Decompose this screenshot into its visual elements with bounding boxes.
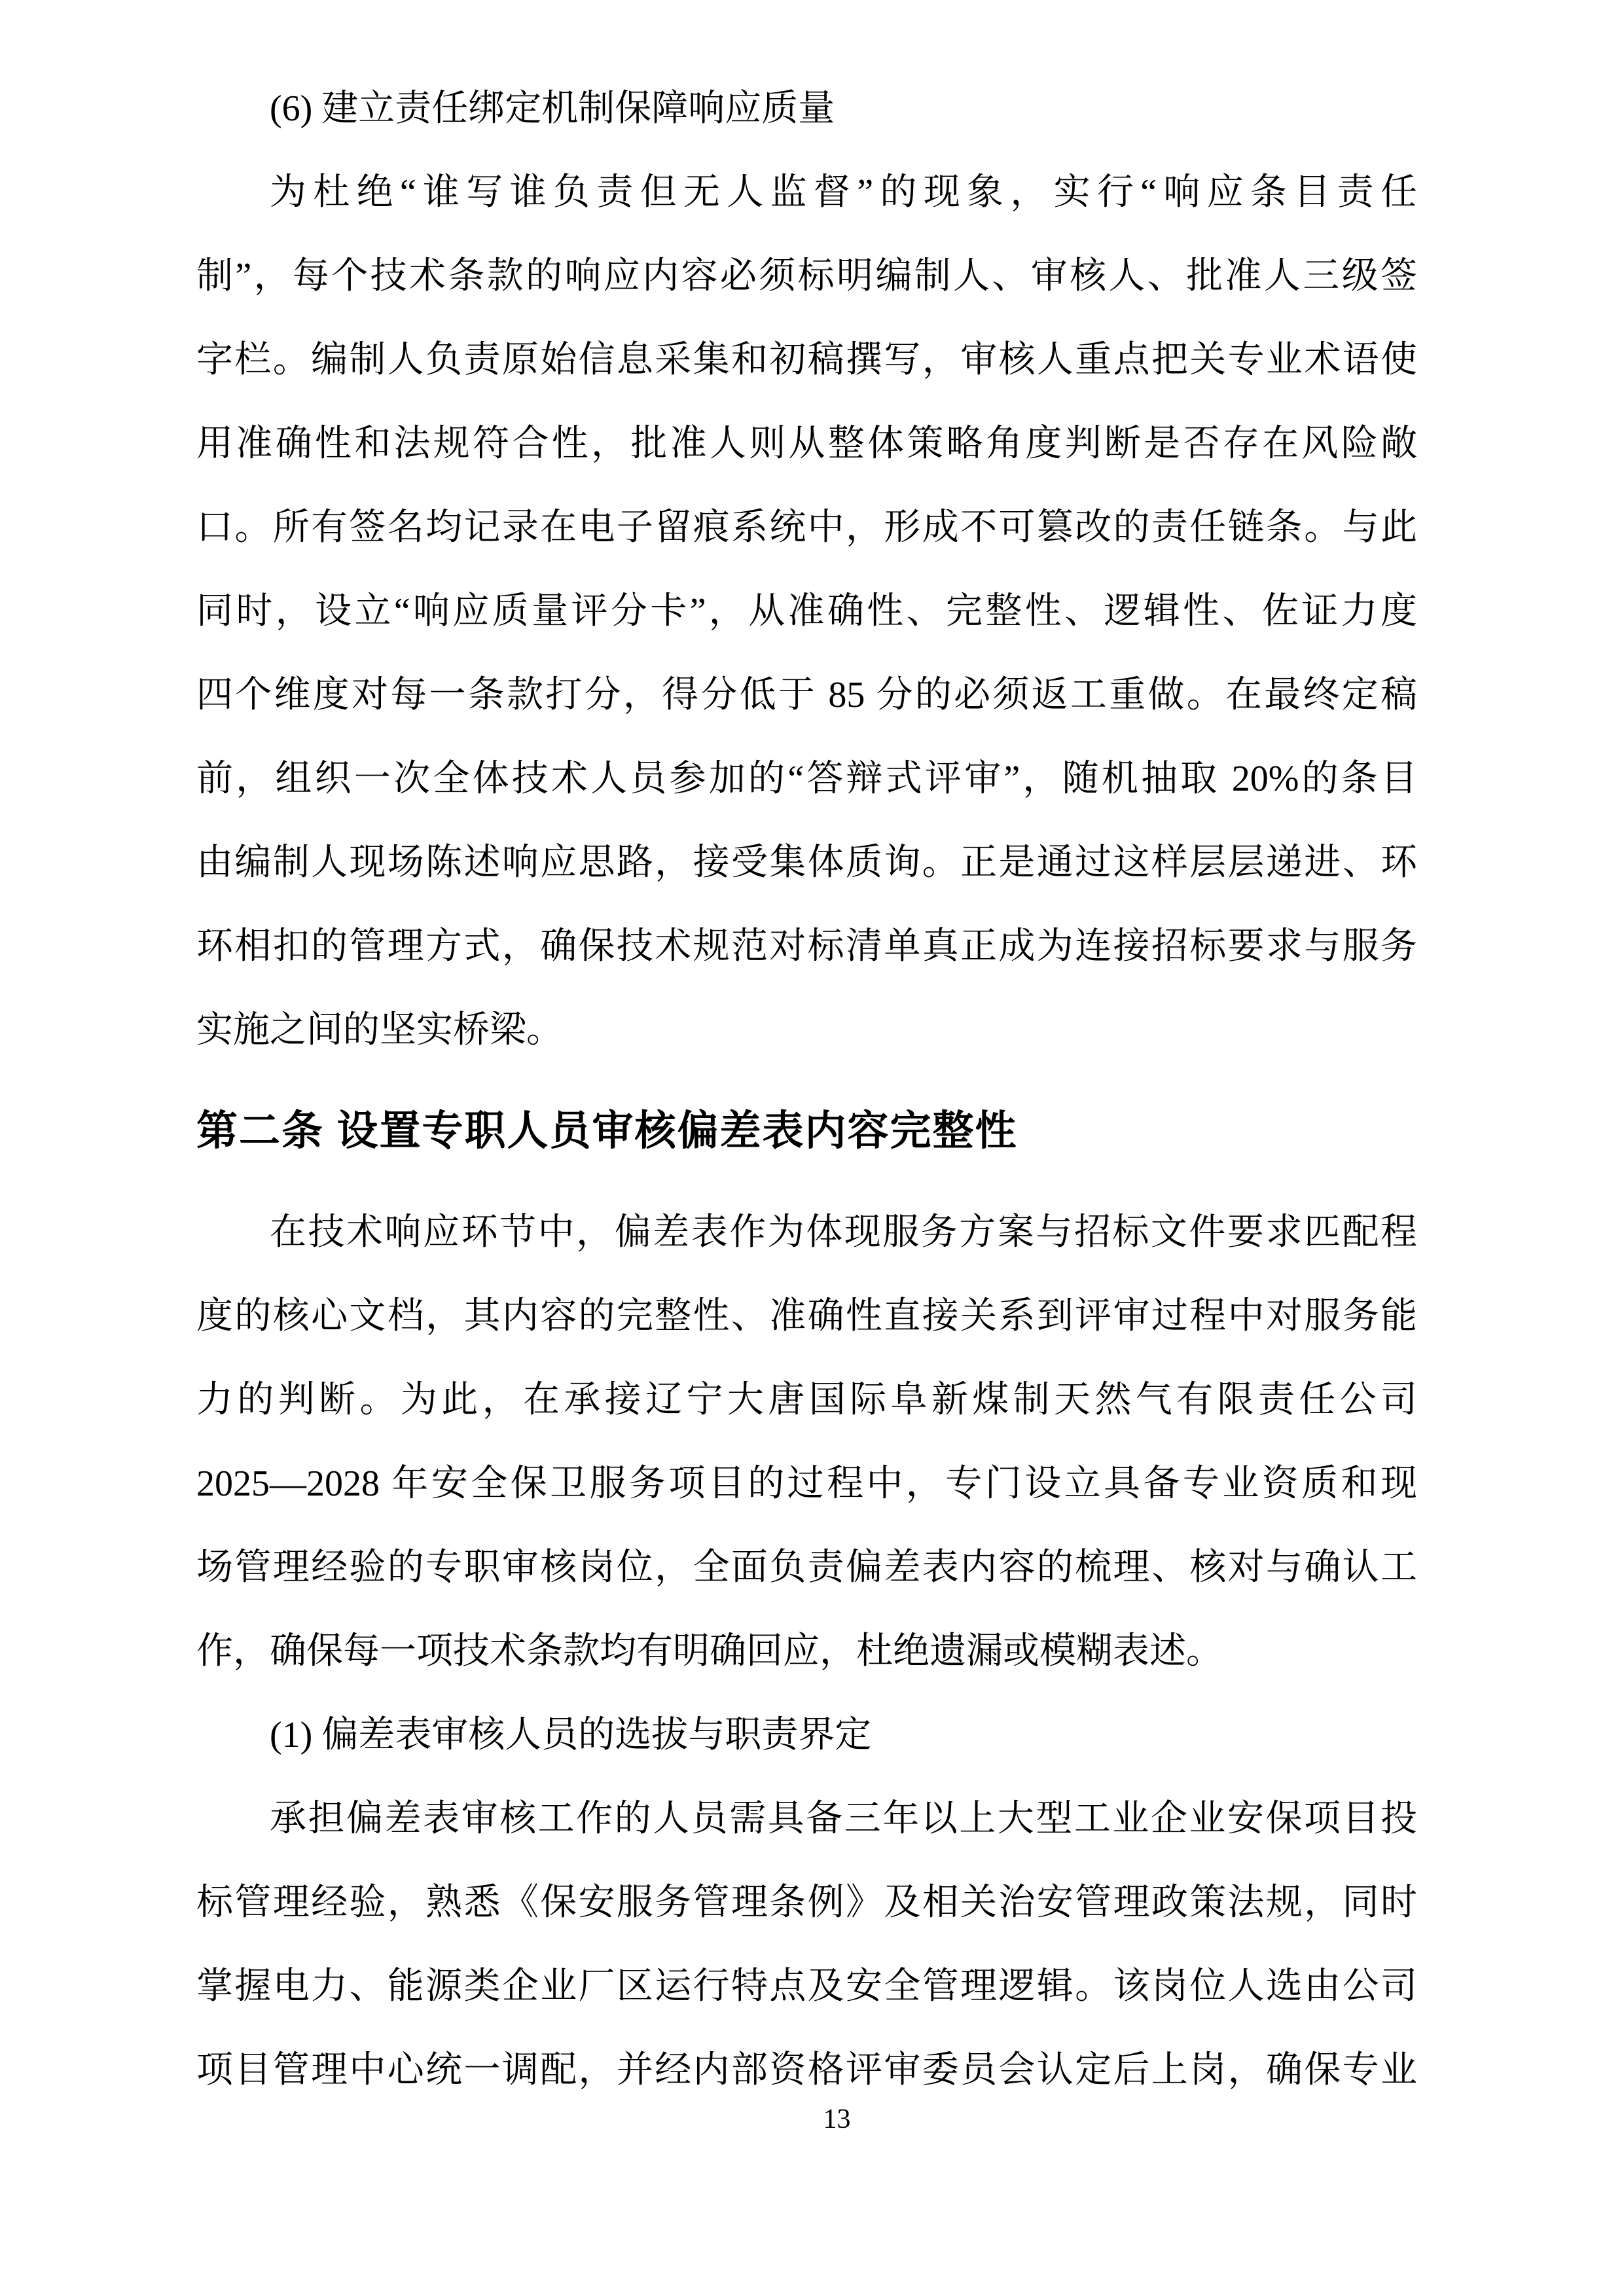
text-line: 字栏。编制人负责原始信息采集和初稿撰写，审核人重点把关专业术语使 xyxy=(196,340,1417,380)
text-line: 力的判断。为此，在承接辽宁大唐国际阜新煤制天然气有限责任公司 xyxy=(196,1380,1417,1420)
text-line: 2025—2028 年安全保卫服务项目的过程中，专门设立具备专业资质和现 xyxy=(196,1463,1417,1504)
text-line: 口。所有签名均记录在电子留痕系统中，形成不可篡改的责任链条。与此 xyxy=(196,507,1417,548)
text-line: 标管理经验，熟悉《保安服务管理条例》及相关治安管理政策法规，同时 xyxy=(196,1882,1417,1923)
paragraph xyxy=(196,1191,1417,1693)
text-line: 承担偏差表审核工作的人员需具备三年以上大型工业企业安保项目投 xyxy=(270,1799,1417,1839)
text-line: 在技术响应环节中，偏差表作为体现服务方案与招标文件要求匹配程 xyxy=(270,1212,1417,1253)
text-line: 度的核心文档，其内容的完整性、准确性直接关系到评审过程中对服务能 xyxy=(196,1296,1417,1336)
paragraph xyxy=(196,151,1417,1072)
numbered-item-heading: (1) 偏差表审核人员的选拔与职责界定 xyxy=(270,1715,872,1755)
text-line: 四个维度对每一条款打分，得分低于 85 分的必须返工重做。在最终定稿 xyxy=(196,675,1417,715)
text-line: 场管理经验的专职审核岗位，全面负责偏差表内容的梳理、核对与确认工 xyxy=(196,1547,1417,1588)
numbered-item-heading: (6) 建立责任绑定机制保障响应质量 xyxy=(270,88,835,129)
paragraph xyxy=(196,1777,1417,2112)
text-line: 作，确保每一项技术条款均有明确回应，杜绝遗漏或模糊表述。 xyxy=(196,1631,1223,1672)
text-line: 用准确性和法规符合性，批准人则从整体策略角度判断是否存在风险敞 xyxy=(196,423,1417,464)
page-footer xyxy=(0,2102,1624,2136)
page-number: 13 xyxy=(823,2104,851,2134)
text-line: 环相扣的管理方式，确保技术规范对标清单真正成为连接招标要求与服务 xyxy=(196,926,1417,967)
text-line: 掌握电力、能源类企业厂区运行特点及安全管理逻辑。该岗位人选由公司 xyxy=(196,1966,1417,2007)
section-heading: 第二条 设置专职人员审核偏差表内容完整性 xyxy=(196,1108,1018,1154)
text-line: 同时，设立“响应质量评分卡”，从准确性、完整性、逻辑性、佐证力度 xyxy=(196,591,1417,632)
text-line: 项目管理中心统一调配，并经内部资格评审委员会认定后上岗，确保专业 xyxy=(196,2050,1417,2090)
document-body-text xyxy=(196,67,1417,2112)
text-line: 前，组织一次全体技术人员参加的“答辩式评审”，随机抽取 20%的条目 xyxy=(196,759,1417,799)
text-line: 制”，每个技术条款的响应内容必须标明编制人、审核人、批准人三级签 xyxy=(196,256,1417,296)
text-line: 实施之间的坚实桥梁。 xyxy=(196,1010,563,1050)
text-line: 由编制人现场陈述响应思路，接受集体质询。正是通过这样层层递进、环 xyxy=(196,842,1417,883)
text-line: 为杜绝“谁写谁负责但无人监督”的现象，实行“响应条目责任 xyxy=(270,172,1417,213)
